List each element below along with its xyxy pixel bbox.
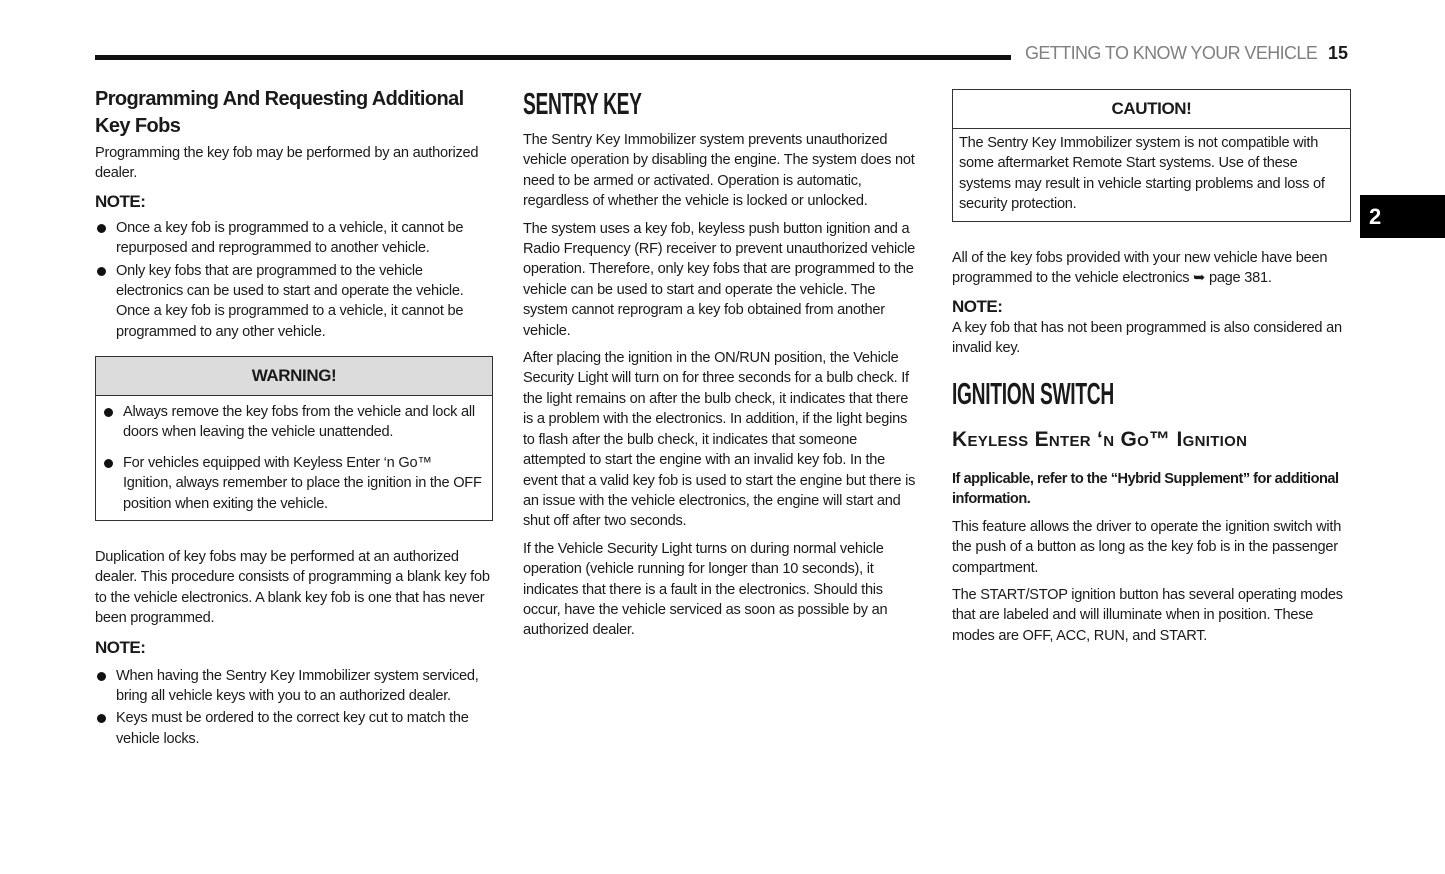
hybrid-note: If applicable, refer to the “Hybrid Supplement” for additional information.: [952, 471, 1339, 508]
paragraph: The START/STOP ignition button has several operating modes that are labeled and will illuminate when in position. These modes are OFF, ACC, RUN, and START.: [952, 587, 1343, 644]
paragraph: Programming the key fob may be performed by an authorized dealer.: [95, 145, 479, 182]
page-reference-link[interactable]: page 381.: [1208, 270, 1272, 287]
header-rule: [95, 55, 1011, 60]
section-heading: Programming And Requesting Additional Key Fobs: [95, 88, 464, 137]
paragraph: The system uses a key fob, keyless push button ignition and a Radio Frequency (RF) receiver to prevent unauthorized vehicle operation. Therefore, only key fobs that are programmed to the vehicle can be used to start and operate the vehicle. The system cannot reprogram a key fob obtained from another vehicle.: [523, 220, 915, 339]
column-2: [523, 130, 919, 648]
note-list: [95, 218, 493, 342]
paragraph-text: All of the key fobs provided with your new vehicle have been programmed to the vehicle electronics: [952, 250, 1328, 287]
list-item: Always remove the key fobs from the vehicle and lock all doors when leaving the vehicle unattended.: [102, 402, 484, 443]
subsection-heading: Keyless Enter ‘n Go™ Ignition: [952, 428, 1248, 451]
list-item: When having the Sentry Key Immobilizer system serviced, bring all vehicle keys with you to an authorized dealer.: [95, 666, 493, 707]
paragraph: [952, 248, 1352, 289]
note-label: NOTE:: [952, 296, 1003, 316]
note-text: A key fob that has not been programmed is also considered an invalid key.: [952, 319, 1342, 357]
column-1: [95, 86, 493, 344]
note-label: NOTE:: [95, 191, 146, 211]
paragraph: If the Vehicle Security Light turns on during normal vehicle operation (vehicle running for longer than 10 seconds), it indicates that there is a fault in the electronics. Should this occur, have the vehicle serviced as soon as possible by an authorized dealer.: [523, 540, 888, 639]
column-1-lower: [95, 547, 493, 751]
caution-box: [952, 89, 1351, 222]
warning-box: [95, 356, 493, 521]
section-heading: SENTRY KEY: [523, 86, 642, 121]
paragraph: The Sentry Key Immobilizer system prevents unauthorized vehicle operation by disabling the engine. The system does not need to be armed or activated. Operation is automatic, regardless of whether the vehicle is locked or unlocked.: [523, 132, 915, 210]
page-number: 15: [1328, 43, 1349, 63]
warning-list: [96, 396, 492, 514]
note-label: NOTE:: [95, 637, 146, 657]
column-3-lower: [952, 469, 1352, 653]
caution-text: The Sentry Key Immobilizer system is not compatible with some aftermarket Remote Start systems. Use of these systems may result in vehicle starting problems and loss of security protection.: [959, 135, 1325, 213]
column-3: [952, 248, 1352, 366]
arrow-icon: ➥: [1193, 270, 1206, 287]
list-item: Keys must be ordered to the correct key cut to match the vehicle locks.: [95, 708, 493, 749]
note-list: [95, 666, 493, 750]
section-heading: IGNITION SWITCH: [952, 376, 1114, 411]
list-item: Only key fobs that are programmed to the vehicle electronics can be used to start and operate the vehicle. Once a key fob is programmed to a vehicle, it cannot be programmed to any other vehicle.: [95, 261, 493, 343]
list-item: Once a key fob is programmed to a vehicle, it cannot be repurposed and reprogrammed to another vehicle.: [95, 218, 493, 259]
section-title: GETTING TO KNOW YOUR VEHICLE: [1025, 43, 1318, 63]
caution-title: CAUTION!: [953, 90, 1350, 129]
warning-title: WARNING!: [96, 357, 492, 396]
chapter-tab: 2: [1360, 195, 1445, 238]
paragraph: Duplication of key fobs may be performed at an authorized dealer. This procedure consists of programming a blank key fob to the vehicle electronics. A blank key fob is one that has never been programmed.: [95, 549, 490, 627]
paragraph: This feature allows the driver to operate the ignition switch with the push of a button as long as the key fob is in the passenger compartment.: [952, 518, 1342, 576]
paragraph: After placing the ignition in the ON/RUN position, the Vehicle Security Light will turn on for three seconds for a bulb check. If the light remains on after the bulb check, it indicates that there is a problem with the electronics. In addition, if the light begins to flash after the bulb check, it indicates that someone attempted to start the engine with an invalid key fob. In the event that a valid key fob is used to start the engine but there is an issue with the vehicle electronics, the engine will start and shut off after two seconds.: [523, 350, 916, 530]
list-item: For vehicles equipped with Keyless Enter ‘n Go™ Ignition, always remember to place the ignition in the OFF position when exiting the vehicle.: [102, 453, 484, 514]
